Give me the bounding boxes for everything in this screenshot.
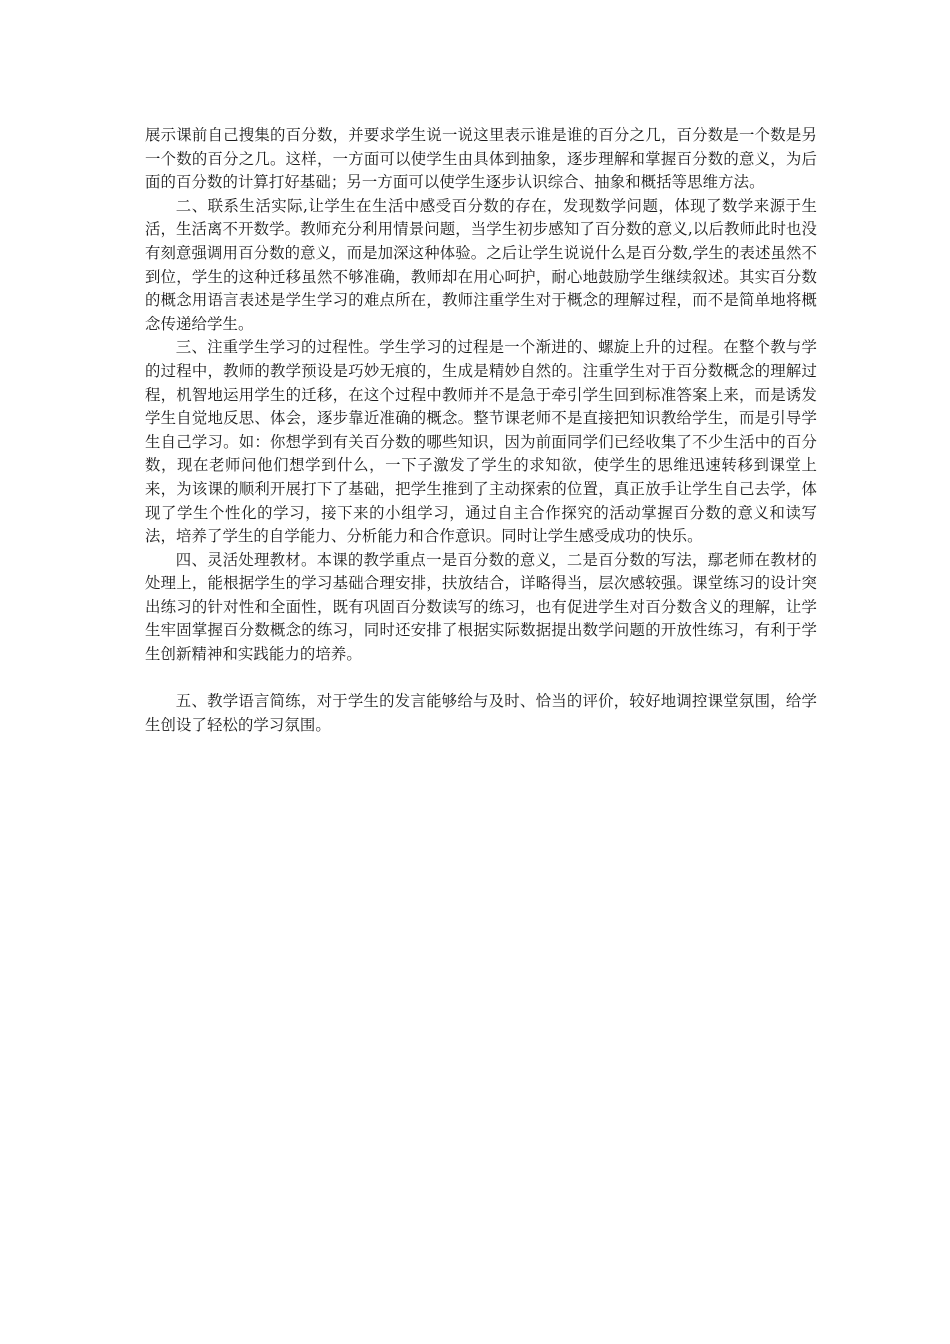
- paragraph-continuation: 展示课前自己搜集的百分数，并要求学生说一说这里表示谁是谁的百分之几，百分数是一个数是另一个数的百分之几。这样，一方面可以使学生由具体到抽象，逐步理解和掌握百分数的意义，为后面的百分数的计算打好基础；另一方面可以使学生逐步认识综合、抽象和概括等思维方法。: [145, 126, 817, 192]
- document-body: [145, 124, 817, 737]
- paragraph-section-5: 五、教学语言简练，对于学生的发言能够给与及时、恰当的评价，较好地调控课堂氛围，给学生创设了轻松的学习氛围。: [145, 692, 817, 734]
- paragraph-section-2: 二、联系生活实际,让学生在生活中感受百分数的存在，发现数学问题，体现了数学来源于生活，生活离不开数学。教师充分利用情景问题，当学生初步感知了百分数的意义,以后教师此时也没有刻意强调用百分数的意义，而是加深这种体验。之后让学生说说什么是百分数,学生的表述虽然不到位，学生的这种迁移虽然不够准确，教师却在用心呵护，耐心地鼓励学生继续叙述。其实百分数的概念用语言表述是学生学习的难点所在，教师注重学生对于概念的理解过程，而不是简单地将概念传递给学生。: [145, 196, 817, 333]
- paragraph-section-3: 三、注重学生学习的过程性。学生学习的过程是一个渐进的、螺旋上升的过程。在整个教与学的过程中，教师的教学预设是巧妙无痕的，生成是精妙自然的。注重学生对于百分数概念的理解过程，机智地运用学生的迁移，在这个过程中教师并不是急于牵引学生回到标准答案上来，而是诱发学生自觉地反思、体会，逐步靠近准确的概念。整节课老师不是直接把知识教给学生，而是引导学生自己学习。如：你想学到有关百分数的哪些知识，因为前面同学们已经收集了不少生活中的百分数，现在老师问他们想学到什么，一下子激发了学生的求知欲，使学生的思维迅速转移到课堂上来，为该课的顺利开展打下了基础，把学生推到了主动探索的位置，真正放手让学生自己去学，体现了学生个性化的学习，接下来的小组学习，通过自主合作探究的活动掌握百分数的意义和读写法，培养了学生的自学能力、分析能力和合作意识。同时让学生感受成功的快乐。: [145, 338, 817, 546]
- paragraph-section-4: 四、灵活处理教材。本课的教学重点一是百分数的意义，二是百分数的写法，鄢老师在教材的处理上，能根据学生的学习基础合理安排，扶放结合，详略得当，层次感较强。课堂练习的设计突出练习的针对性和全面性，既有巩固百分数读写的练习，也有促进学生对百分数含义的理解，让学生牢固掌握百分数概念的练习，同时还安排了根据实际数据提出数学问题的开放性练习，有利于学生创新精神和实践能力的培养。: [145, 550, 817, 664]
